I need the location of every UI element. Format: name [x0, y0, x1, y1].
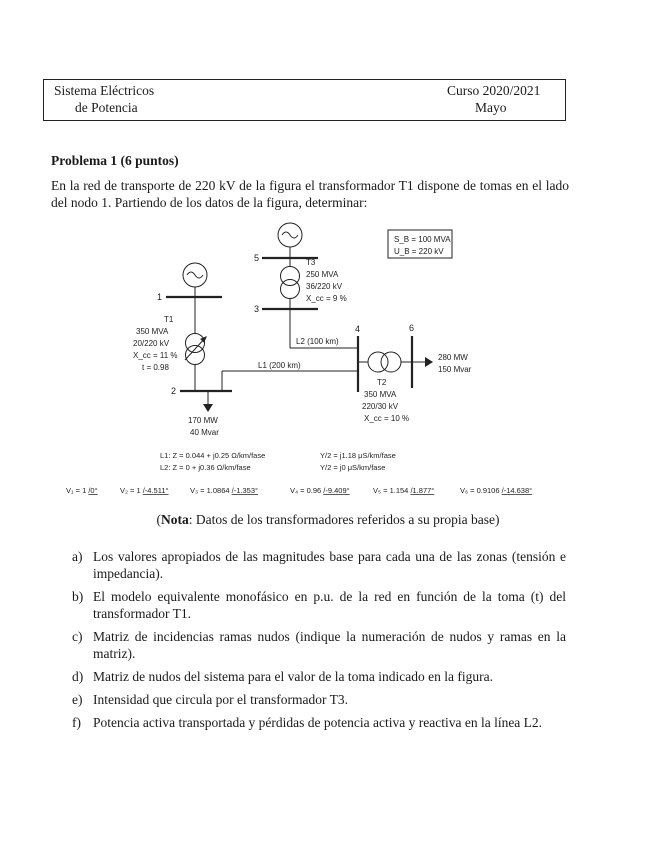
- t2-rating: 350 MVA: [364, 390, 397, 399]
- course-name-line2: de Potencia: [75, 100, 138, 115]
- note-text: : Datos de los transformadores referidos a su propia base): [188, 512, 500, 527]
- t1-voltage: 20/220 kV: [133, 339, 170, 348]
- voltage-v6: V₆ = 0.9106 /-14.638°: [460, 486, 533, 495]
- question-list: [72, 548, 566, 737]
- transformer-base-note: (Nota: Datos de los transformadores referidos a su propia base): [156, 512, 500, 527]
- l1-impedance: L1: Z = 0.044 + j0.25 Ω/km/fase: [160, 451, 266, 460]
- node-label-2: 2: [171, 386, 177, 396]
- transformer-t2-winding-2: [381, 352, 401, 372]
- t3-reactance: X_cc = 9 %: [306, 294, 347, 303]
- line-l1-label: L1 (200 km): [258, 361, 301, 370]
- list-item: a) Los valores apropiados de las magnitudes base para cada una de las zonas (tensión e impedancia).: [72, 549, 566, 581]
- t3-rating: 250 MVA: [306, 270, 339, 279]
- node-label-4: 4: [355, 324, 361, 334]
- node-label-3: 3: [254, 304, 260, 314]
- course-month: Mayo: [475, 100, 507, 115]
- transformer-t2-winding-1: [368, 352, 388, 372]
- load-6-active: 280 MW: [438, 353, 468, 362]
- generator-5-wave-icon: [282, 232, 298, 238]
- l1-admittance: Y/2 = j1.18 μS/km/fase: [320, 451, 396, 460]
- note-label: Nota: [160, 512, 189, 527]
- list-item: e) Intensidad que circula por el transformador T3.: [72, 692, 349, 707]
- transformer-t3-winding-2: [281, 280, 300, 299]
- generator-1-wave-icon: [187, 272, 203, 278]
- load-2-reactive: 40 Mvar: [190, 428, 219, 437]
- t1-tap: t = 0.98: [142, 363, 169, 372]
- node-label-1: 1: [157, 292, 163, 302]
- l2-impedance: L2: Z = 0 + j0.36 Ω/km/fase: [160, 463, 251, 472]
- base-voltage: U_B = 220 kV: [394, 247, 444, 256]
- load-2-arrow-icon: [203, 404, 213, 412]
- list-item: f) Potencia activa transportada y pérdidas de potencia activa y reactiva en la línea L2.: [72, 715, 543, 730]
- l2-admittance: Y/2 = j0 μS/km/fase: [320, 463, 386, 472]
- t3-name: T3: [306, 258, 316, 267]
- problem-title: Problema 1 (6 puntos): [51, 153, 179, 168]
- voltage-v3: V₃ = 1.0864 /-1.353°: [190, 486, 258, 495]
- t2-reactance: X_cc = 10 %: [364, 414, 410, 423]
- load-6-reactive: 150 Mvar: [438, 365, 472, 374]
- load-6-arrow-icon: [425, 357, 433, 367]
- base-power: S_B = 100 MVA: [394, 235, 451, 244]
- node-label-6: 6: [409, 323, 415, 333]
- voltage-v5: V₅ = 1.154 /1.877°: [373, 486, 435, 495]
- load-2-active: 170 MW: [188, 416, 218, 425]
- voltage-v4: V₄ = 0.96 /-9.409°: [290, 486, 350, 495]
- course-year: Curso 2020/2021: [447, 83, 541, 98]
- voltage-v1: V₁ = 1 /0°: [66, 486, 98, 495]
- list-item: b) El modelo equivalente monofásico en p.u. de la red en función de la toma (t) del transformador T1.: [72, 589, 566, 621]
- course-name-line1: Sistema Eléctricos: [54, 83, 155, 98]
- problem-intro: En la red de transporte de 220 kV de la figura el transformador T1 dispone de tomas en el lado del nodo 1. Partiendo de los datos de la figura, determinar:: [51, 178, 569, 210]
- t1-rating: 350 MVA: [136, 327, 169, 336]
- t1-name: T1: [164, 315, 174, 324]
- line-l2-label: L2 (100 km): [296, 337, 339, 346]
- list-item: d) Matriz de nudos del sistema para el valor de la toma indicado en la figura.: [72, 669, 493, 684]
- list-item: c) Matriz de incidencias ramas nudos (indique la numeración de nudos y ramas en la matriz).: [72, 629, 566, 661]
- t2-voltage: 220/30 kV: [362, 402, 399, 411]
- t3-voltage: 36/220 kV: [306, 282, 343, 291]
- t2-name: T2: [377, 378, 387, 387]
- t1-reactance: X_cc = 11 %: [133, 351, 178, 360]
- voltage-v2: V₂ = 1 /-4.511°: [120, 486, 169, 495]
- node-label-5: 5: [254, 253, 260, 263]
